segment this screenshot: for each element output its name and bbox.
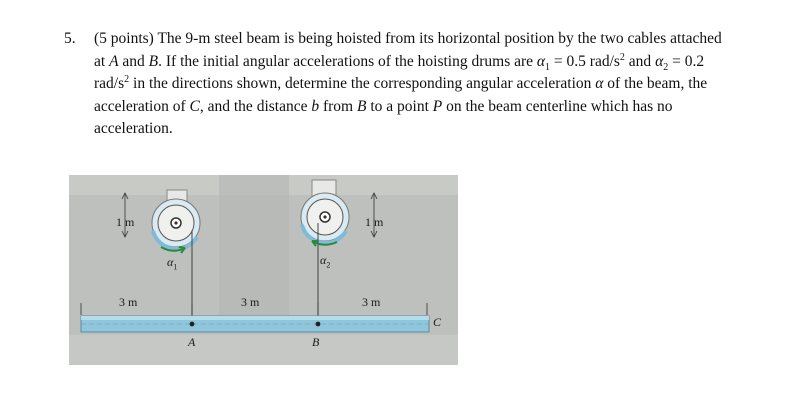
label-point-b: B (312, 335, 320, 349)
alpha2-label: $\alpha_2$ (320, 253, 331, 270)
hoist-diagram (69, 175, 458, 365)
hoist-figure (69, 175, 458, 365)
point-a-dot (190, 322, 195, 327)
problem-body: (5 points) The 9-m steel beam is being hoisted from its horizontal position by the two cables attached at A and B. If the initial angular accelerations of the hoisting drums are $\alpha_1 = 0.5$ rad/$s^2$ and $\alpha_2 = 0.2$ rad/$s^2$ in the directions shown, determine the corresponding angular acceleration α of the beam, the acceleration of C, and the distance b from B to a point P on the beam centerline which has no acceleration. (94, 30, 722, 137)
point-b-dot (316, 322, 321, 327)
dim-3m-left: 3 m (119, 295, 138, 309)
alpha1-label: $\alpha_1$ (167, 255, 178, 272)
problem-statement (64, 28, 734, 141)
problem-points: (5 points) (94, 30, 154, 47)
dim-right-1m: 1 m (365, 215, 384, 229)
dim-left-1m: 1 m (116, 215, 135, 229)
label-point-a: A (188, 335, 196, 349)
problem-number: 5. (64, 30, 76, 47)
dim-3m-mid: 3 m (241, 295, 260, 309)
dim-3m-right: 3 m (362, 295, 381, 309)
label-point-c: C (433, 315, 442, 329)
